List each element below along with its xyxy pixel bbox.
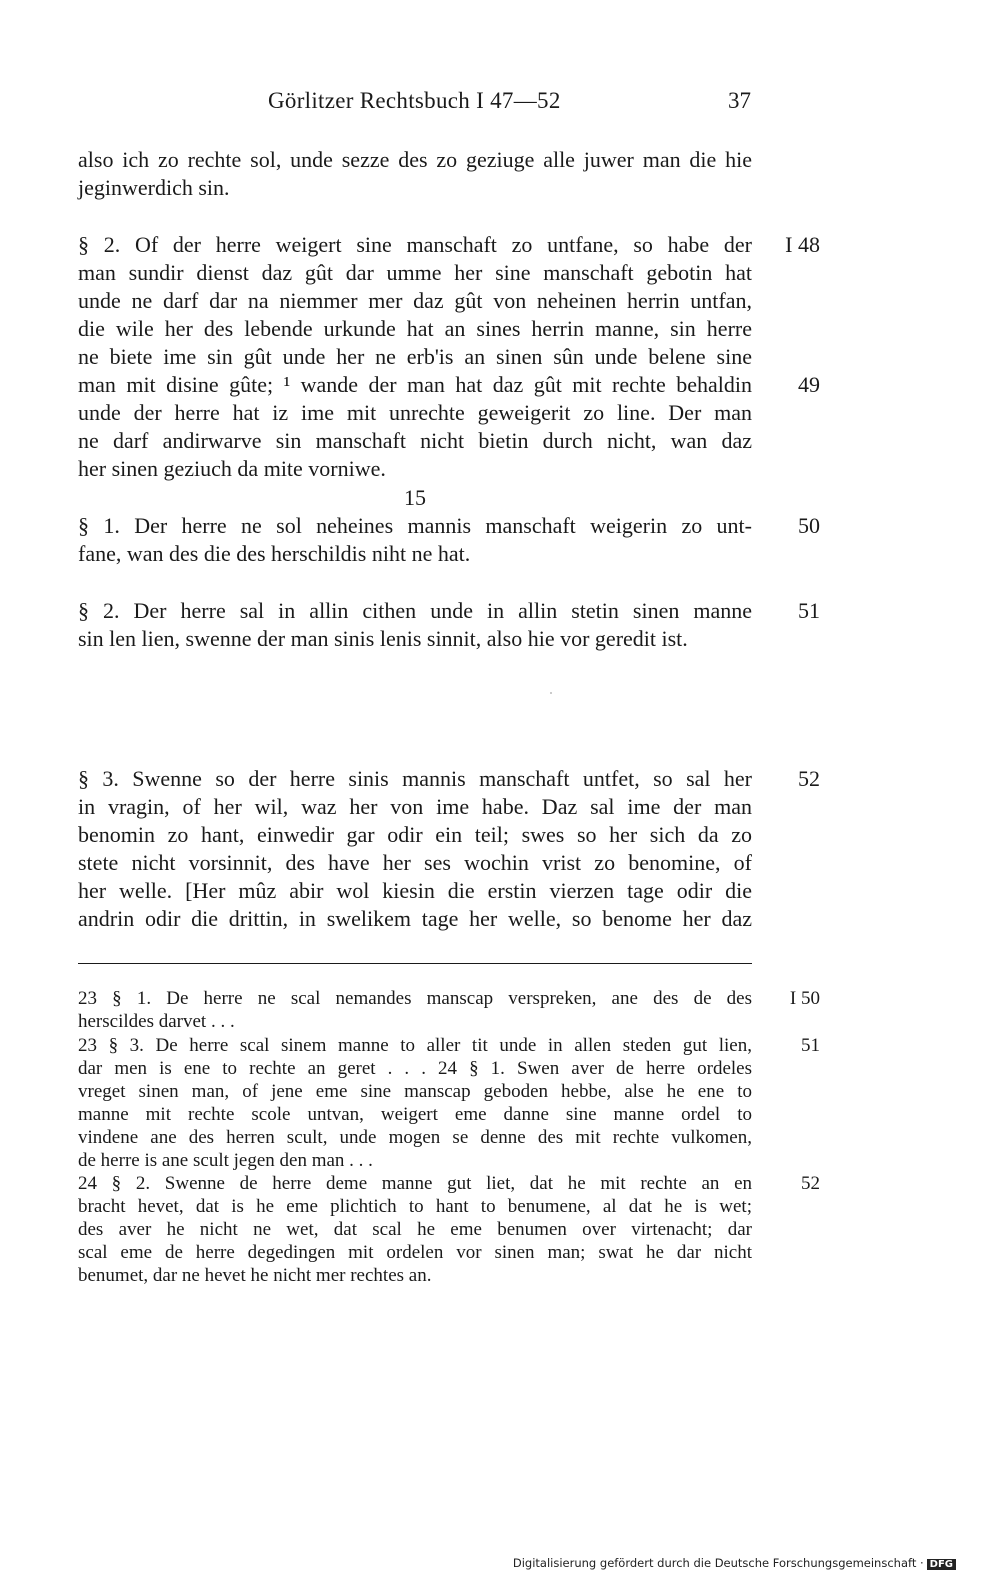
text-line: fane, wan des die des herschildis niht ne hat. <box>78 541 471 566</box>
footnote-line: scal eme de herre degedingen mit ordelen vor sinen man; swat he dar nicht <box>78 1242 752 1263</box>
footnote-line: herscildes darvet . . . <box>78 1011 235 1032</box>
text-line: sin len lien, swenne der man sinis lenis sinnit, also hie vor geredit ist. <box>78 626 688 651</box>
dfg-logo: DFG <box>927 1559 956 1570</box>
text-line: unde ne darf dar na niemmer mer daz gût von neheinen herrin untfan, <box>78 288 752 313</box>
text-line: § 3. Swenne so der herre sinis mannis manschaft untfet, so sal her <box>78 766 752 791</box>
footnote-line: 23 § 1. De herre ne scal nemandes manscap verspreken, ane des de des <box>78 988 752 1009</box>
text-line: andrin odir die drittin, in swelikem tage her welle, so benome her daz <box>78 906 752 931</box>
footnote-line: vindene ane des herren scult, unde mogen se denne des mit rechte vulkomen, <box>78 1127 752 1148</box>
footnote-line: benumet, dar ne hevet he nicht mer rechtes an. <box>78 1265 432 1286</box>
text-line: her sinen geziuch da mite vorniwe. <box>78 456 386 481</box>
footnote-line: des aver he nicht ne wet, dat scal he eme benumen over virtenacht; dar <box>78 1219 752 1240</box>
footnote-margin-reference: 52 <box>801 1173 820 1194</box>
credit-text: Digitalisierung gefördert durch die Deutsche Forschungsgemeinschaft · <box>512 1556 924 1570</box>
section-number: 15 <box>404 485 426 510</box>
footnote-line: 23 § 3. De herre scal sinem manne to aller tit unde in allen steden gut lien, <box>78 1035 752 1056</box>
text-line: her welle. [Her mûz abir wol kiesin die erstin vierzen tage odir die <box>78 878 752 903</box>
footnote-line: dar men is ene to rechte an geret . . . 24 § 1. Swen aver de herre ordeles <box>78 1058 752 1079</box>
text-line: jeginwerdich sin. <box>78 175 230 200</box>
text-line: stete nicht vorsinnit, des have her ses wochin vrist zo benomine, of <box>78 850 752 875</box>
text-line: man sundir dienst daz gût dar umme her sine manschaft gebotin hat <box>78 260 752 285</box>
footnote-line: manne mit rechte scole untvan, weigert eme danne sine manne ordel to <box>78 1104 752 1125</box>
page-number: 37 <box>728 88 751 113</box>
text-line: die wile her des lebende urkunde hat an sines herrin manne, sin herre <box>78 316 752 341</box>
text-line: in vragin, of her wil, waz her von ime habe. Daz sal ime der man <box>78 794 752 819</box>
margin-reference: 49 <box>798 372 820 397</box>
footnote-margin-reference: 51 <box>801 1035 820 1056</box>
footnote-line: de herre is ane scult jegen den man . . . <box>78 1150 373 1171</box>
text-line: man mit disine gûte; ¹ wande der man hat daz gût mit rechte behaldin <box>78 372 752 397</box>
print-speck <box>550 692 552 694</box>
text-line: also ich zo rechte sol, unde sezze des zo geziuge alle juwer man die hie <box>78 147 752 172</box>
footnote-line: bracht hevet, dat is he eme plichtich to hant to benumene, al dat he is wet; <box>78 1196 752 1217</box>
text-line: benomin zo hant, einwedir gar odir ein teil; swes so her sich da zo <box>78 822 752 847</box>
footnote-line: 24 § 2. Swenne de herre deme manne gut liet, dat he mit rechte an en <box>78 1173 752 1194</box>
footnote-margin-reference: I 50 <box>789 988 820 1009</box>
text-line: § 2. Der herre sal in allin cithen unde in allin stetin sinen manne <box>78 598 752 623</box>
text-line: ne darf andirwarve sin manschaft nicht bietin durch nicht, wan daz <box>78 428 752 453</box>
margin-reference: 50 <box>798 513 820 538</box>
margin-reference: 52 <box>798 766 820 791</box>
text-line: § 2. Of der herre weigert sine manschaft zo untfane, so habe der <box>78 232 752 257</box>
text-line: unde der herre hat iz ime mit unrechte geweigerit zo line. Der man <box>78 400 752 425</box>
footnote-line: vreget sinen man, of jene eme sine manscap geboden hebbe, alse he ene to <box>78 1081 752 1102</box>
text-line: ne biete ime sin gût unde her ne erb'is an sinen sûn unde belene sine <box>78 344 752 369</box>
margin-reference: I 48 <box>785 232 820 257</box>
text-line: § 1. Der herre ne sol neheines mannis manschaft weigerin zo unt- <box>78 513 752 538</box>
footnote-rule <box>78 963 752 964</box>
running-title: Görlitzer Rechtsbuch I 47—52 <box>268 88 561 113</box>
digitization-credit <box>513 1556 956 1570</box>
margin-reference: 51 <box>798 598 820 623</box>
